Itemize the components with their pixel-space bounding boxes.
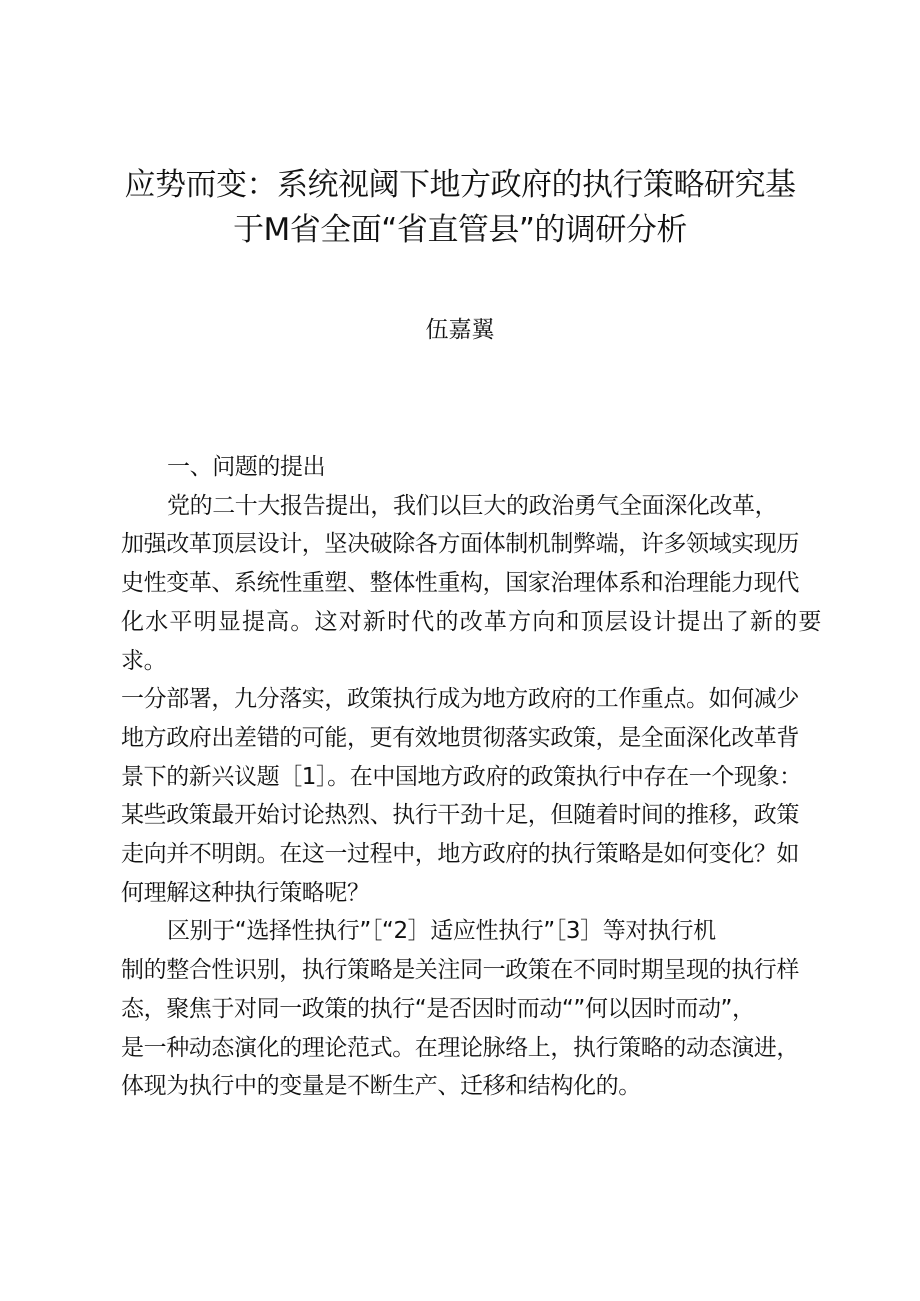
document-body [121, 448, 821, 1106]
document-title: 应势而变：系统视阈下地方政府的执行策略研究基于M省全面“省直管县”的调研分析 [124, 167, 796, 248]
author-name: 伍嘉翼 [425, 317, 495, 343]
section-heading: 一、问题的提出 [167, 454, 326, 480]
paragraph-2: 区别于“选择性执行”［“2］适应性执行”［3］等对执行机 制的整合性识别，执行策略是关注同一政策在不同时期呈现的执行样 态，聚焦于对同一政策的执行“是否因时而动“”何以因时而动”， 是一种动态演化的理论范式。在理论脉络上，执行策略的动态演进， 体现为执行中的变量是不断生产、迁移和结构化的。 [121, 918, 800, 1100]
paragraph-1: 党的二十大报告提出，我们以巨大的政治勇气全面深化改革， 加强改革顶层设计，坚决破除各方面体制机制弊端，许多领域实现历 史性变革、系统性重塑、整体性重构，国家治理体系和治理能力现代 化水平明显提高。这对新时代的改革方向和顶层设计提出了新的要求。 一分部署，九分落实，政策执行成为地方政府的工作重点。如何减少 地方政府出差错的可能，更有效地贯彻落实政策，是全面深化改革背 景下的新兴议题［1］。在中国地方政府的政策执行中存在一个现象： 某些政策最开始讨论热烈、执行干劲十足，但随着时间的推移，政策 走向并不明朗。在这一过程中，地方政府的执行策略是如何变化？如 何理解这种执行策略呢？ [121, 492, 821, 906]
